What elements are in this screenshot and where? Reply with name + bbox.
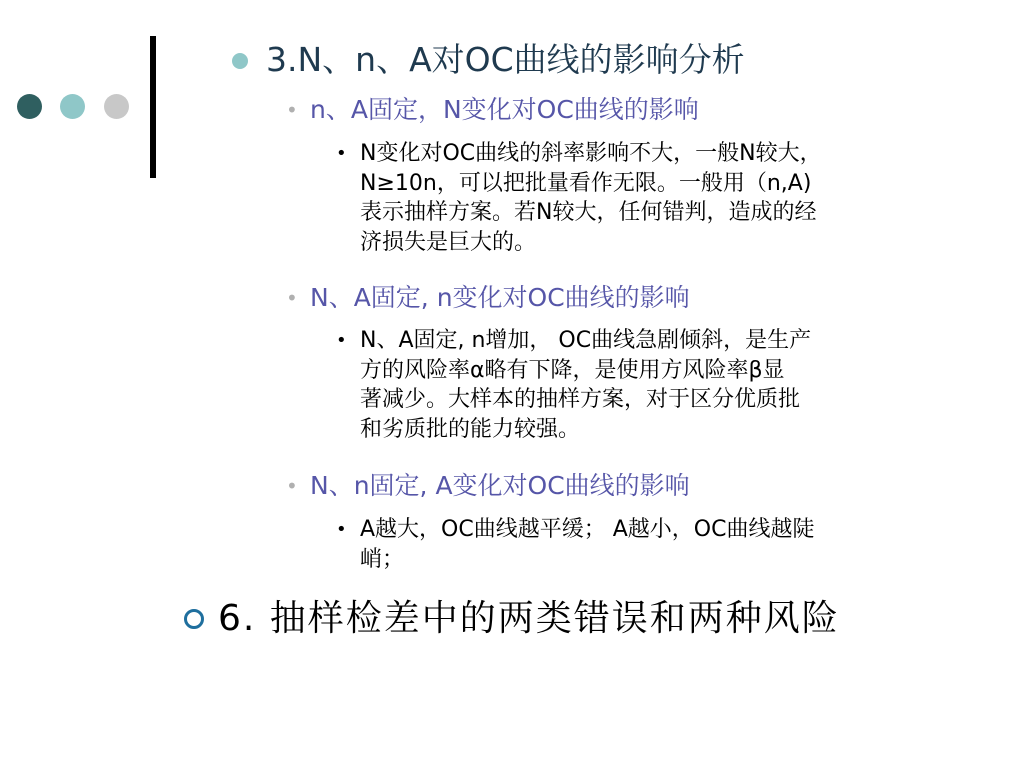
section-title-1 (286, 95, 699, 125)
body-line: 表示抽样方案。若N较大，任何错判，造成的经 (360, 200, 817, 225)
body-line: A越大，OC曲线越平缓； A越小，OC曲线越陡 (360, 517, 815, 542)
body-line: 济损失是巨大的。 (360, 229, 537, 255)
bullet-icon: • (286, 286, 298, 310)
slide-heading-text: 3.N、n、A对OC曲线的影响分析 (266, 40, 745, 79)
body-line: N变化对OC曲线的斜率影响不大，一般N较大， (360, 141, 822, 166)
bullet-icon: • (286, 98, 298, 122)
section-body-3 (336, 515, 950, 574)
decorative-dot-teal (60, 94, 85, 119)
bullet-icon: • (336, 330, 347, 351)
section-body-2 (336, 326, 950, 444)
slide-heading (238, 40, 745, 80)
section-title-text: N、n固定, A变化对OC曲线的影响 (310, 471, 690, 500)
section-body-text (360, 515, 950, 574)
section-title-3 (286, 471, 690, 501)
bullet-icon (232, 53, 248, 69)
body-line: 方的风险率α略有下降，是使用方风险率β显 (360, 357, 785, 383)
bullet-icon: • (286, 474, 298, 498)
section-body-1 (336, 139, 950, 257)
bullet-icon: • (336, 519, 347, 540)
section-title-text: N、A固定, n变化对OC曲线的影响 (310, 283, 690, 312)
body-line: N≥10n，可以把批量看作无限。一般用（n,A) (360, 170, 812, 196)
bullet-ring-icon (184, 609, 204, 629)
body-line: 和劣质批的能力较强。 (360, 416, 581, 442)
section-body-text (360, 139, 950, 257)
bullet-icon: • (336, 143, 347, 164)
body-line: 峭； (360, 546, 405, 572)
next-heading-text: 6. 抽样检差中的两类错误和两种风险 (218, 598, 840, 639)
body-line: N、A固定, n增加， OC曲线急剧倾斜，是生产 (360, 328, 812, 353)
section-title-text: n、A固定，N变化对OC曲线的影响 (310, 95, 699, 124)
next-heading (183, 597, 840, 641)
decorative-vertical-line (150, 36, 156, 178)
decorative-dot-gray (104, 94, 129, 119)
section-body-text (360, 326, 950, 444)
body-line: 著减少。大样本的抽样方案，对于区分优质批 (360, 387, 801, 412)
section-title-2 (286, 283, 690, 313)
decorative-dot-dark (17, 94, 42, 119)
